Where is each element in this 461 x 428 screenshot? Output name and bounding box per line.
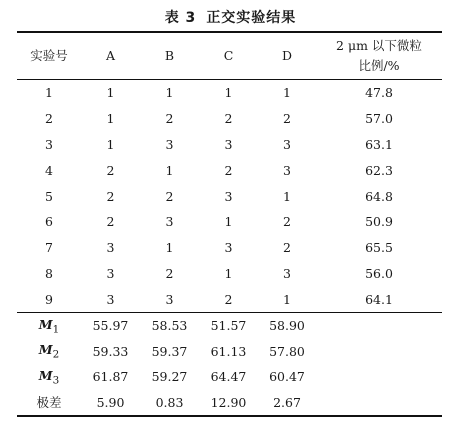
- table-cell: 7: [45, 240, 53, 256]
- table-cell: 3: [165, 136, 174, 152]
- header-particle-ratio-line2: 比例/%: [358, 58, 400, 73]
- table-cell: 56.0: [365, 265, 393, 281]
- table-cell: 1: [224, 85, 233, 101]
- table-cell: 1: [165, 85, 174, 101]
- table-row: [17, 157, 442, 183]
- table-row: [17, 286, 442, 312]
- table-cell: 2: [283, 111, 291, 127]
- header-a: A: [105, 48, 116, 63]
- table-row: [17, 261, 442, 287]
- table-cell: 2: [106, 188, 115, 204]
- header-b: B: [164, 48, 175, 63]
- table-cell: 47.8: [365, 85, 393, 101]
- bottom-rule: [17, 415, 442, 417]
- table-cell: 64.1: [365, 291, 393, 307]
- table-title: 正交实验结果: [206, 10, 297, 26]
- table-cell: 63.1: [365, 136, 393, 152]
- table-cell: 1: [283, 188, 291, 204]
- stats-cell: 61.87: [92, 369, 129, 385]
- table-cell: 3: [224, 188, 233, 204]
- stats-cell: 61.13: [210, 343, 247, 359]
- stats-cell: 5.90: [96, 394, 125, 410]
- experiment-rows: [17, 80, 442, 312]
- stats-symbol: M: [38, 316, 53, 332]
- stats-empty-cell: [316, 364, 442, 390]
- table-number: 表 3: [164, 10, 197, 26]
- table-cell: 2: [165, 265, 174, 281]
- table-cell: 3: [283, 162, 291, 178]
- table-cell: 1: [106, 136, 115, 152]
- stats-empty-cell: [316, 390, 442, 416]
- table-cell: 6: [45, 214, 53, 230]
- table-cell: 5: [45, 188, 53, 204]
- table-cell: 2: [283, 214, 291, 230]
- stats-cell: 12.90: [210, 394, 247, 410]
- stats-subscript: 1: [52, 323, 60, 335]
- table-cell: 2: [165, 111, 174, 127]
- table-cell: 1: [106, 85, 115, 101]
- table-cell: 2: [45, 111, 53, 127]
- stats-subscript: 2: [52, 348, 60, 361]
- stats-label: [17, 339, 81, 365]
- stats-empty-cell: [316, 313, 442, 339]
- table-cell: 3: [224, 240, 233, 256]
- table-cell: 8: [45, 265, 53, 281]
- header-particle-ratio: [316, 33, 442, 79]
- table-cell: 50.9: [365, 214, 393, 230]
- table-cell: 2: [106, 162, 115, 178]
- stats-symbol: M: [38, 367, 53, 383]
- table-row: [17, 132, 442, 158]
- table-cell: 1: [165, 240, 174, 256]
- table-cell: 3: [165, 291, 174, 307]
- table-cell: 57.0: [365, 111, 393, 127]
- table-cell: 3: [106, 265, 115, 281]
- table-cell: 2: [283, 240, 291, 256]
- stats-cell: 59.27: [151, 369, 188, 385]
- stats-rows: [17, 313, 442, 415]
- table-header: [17, 33, 442, 79]
- stats-row: [17, 390, 442, 416]
- table-row: [17, 235, 442, 261]
- stats-cell: 60.47: [269, 369, 305, 385]
- stats-row: [17, 313, 442, 339]
- table-cell: 64.8: [365, 188, 393, 204]
- header-c: C: [223, 48, 234, 63]
- table-cell: 1: [106, 111, 115, 127]
- stats-cell: 55.97: [92, 318, 129, 334]
- table-row: [17, 106, 442, 132]
- table-row: [17, 209, 442, 235]
- header-d: D: [281, 48, 293, 63]
- stats-cell: 57.80: [269, 343, 305, 359]
- table-row: [17, 183, 442, 209]
- table-cell: 3: [106, 240, 115, 256]
- table-cell: 2: [165, 188, 174, 204]
- table-cell: 4: [45, 162, 53, 178]
- stats-cell: 58.53: [151, 318, 188, 334]
- table-cell: 1: [224, 265, 233, 281]
- stats-symbol: M: [38, 342, 53, 357]
- table-cell: 2: [106, 214, 115, 230]
- stats-label: 极差: [36, 395, 62, 411]
- stats-cell: 2.67: [273, 394, 301, 410]
- stats-row: [17, 339, 442, 365]
- table-cell: 2: [224, 162, 233, 178]
- stats-cell: 51.57: [210, 318, 247, 334]
- stats-label: [17, 364, 81, 390]
- table-row: [17, 80, 442, 106]
- stats-row: [17, 364, 442, 390]
- table-cell: 3: [106, 291, 115, 307]
- table-cell: 1: [224, 214, 233, 230]
- stats-cell: 0.83: [155, 394, 184, 410]
- stats-cell: 64.47: [210, 369, 247, 385]
- stats-cell: 59.33: [92, 343, 129, 359]
- table-cell: 1: [283, 291, 291, 307]
- table-cell: 62.3: [365, 162, 393, 178]
- table-cell: 9: [45, 291, 53, 307]
- table-cell: 3: [165, 214, 174, 230]
- table-cell: 1: [45, 85, 53, 101]
- stats-cell: 59.37: [151, 343, 188, 359]
- table-cell: 3: [283, 265, 291, 281]
- stats-subscript: 3: [52, 374, 60, 386]
- stats-label: [17, 313, 81, 339]
- table-caption: [0, 7, 461, 27]
- header-particle-ratio-line1: 2 μm 以下微粒: [336, 38, 422, 53]
- table-cell: 2: [224, 291, 233, 307]
- table-cell: 65.5: [365, 240, 393, 256]
- stats-empty-cell: [316, 339, 442, 365]
- table-cell: 2: [224, 111, 233, 127]
- table-cell: 3: [283, 136, 291, 152]
- stats-cell: 58.90: [269, 318, 305, 334]
- header-experiment-no: 实验号: [30, 48, 68, 63]
- table-cell: 3: [45, 136, 53, 152]
- table-cell: 3: [224, 136, 233, 152]
- table-cell: 1: [165, 162, 174, 178]
- table-cell: 1: [283, 85, 291, 101]
